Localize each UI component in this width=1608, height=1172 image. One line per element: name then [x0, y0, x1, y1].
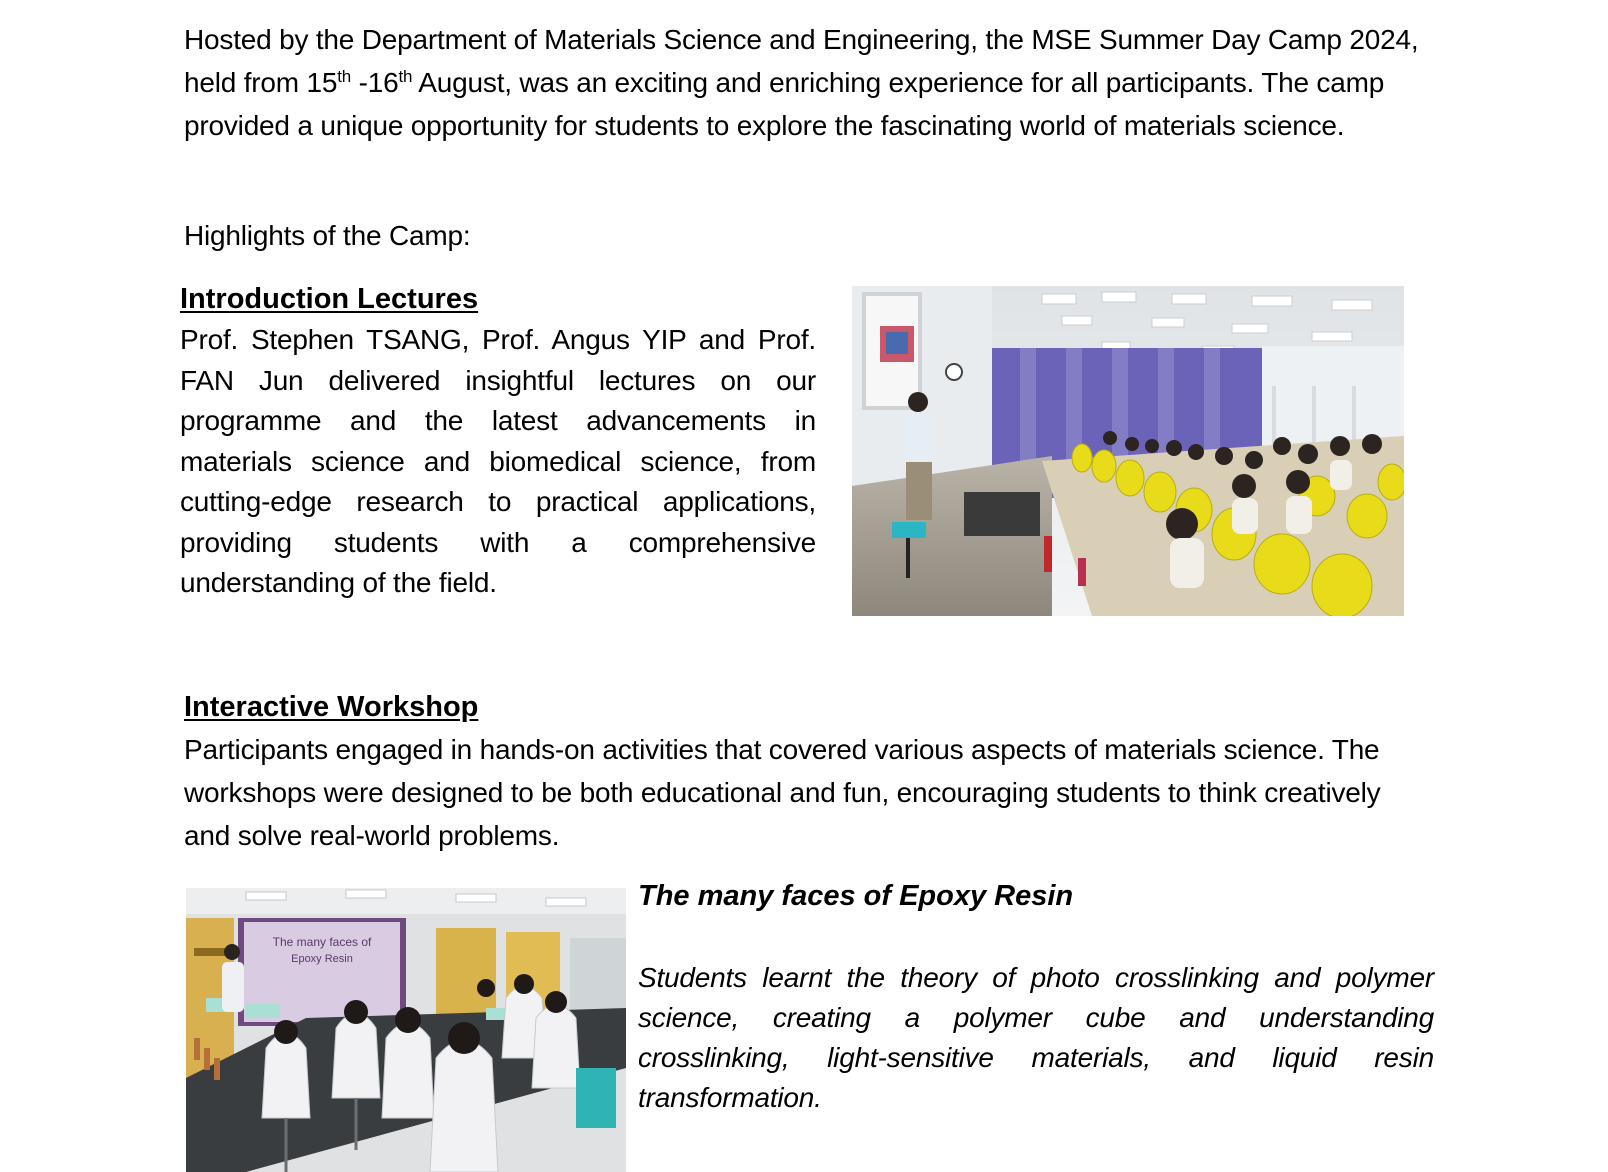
workshop-body: Participants engaged in hands-on activities that covered various aspects of materials science. The workshops were designed to be both educational and fun, encouraging students to think creatively and solve real-world problems.	[184, 734, 1381, 851]
intro-paragraph	[184, 18, 1444, 147]
lectures-heading: Introduction Lectures	[180, 283, 479, 315]
lectures-body: Prof. Stephen TSANG, Prof. Angus YIP and Prof. FAN Jun delivered insightful lectures on our programme and the latest advancements in materials science and biomedical science, from cutting-edge research to practical applications, providing students with a comprehensive understanding of the field.	[180, 324, 816, 598]
lab-slide-line-2: Epoxy Resin	[291, 953, 353, 965]
epoxy-resin-body: Students learnt the theory of photo crosslinking and polymer science, creating a polymer cube and understanding crosslinking, light-sensitive materials, and liquid resin transformation.	[638, 962, 1434, 1113]
intro-text-3: August, was an exciting and enriching experience for all participants. The camp provided a unique opportunity for students to explore the fascinating world of materials science.	[184, 67, 1385, 141]
intro-sup-2: th	[398, 67, 413, 86]
intro-text-1: Hosted by the Department of Materials Science and Engineering, the MSE Summer Day Camp 2024, held from 15	[184, 24, 1419, 98]
workshop-heading: Interactive Workshop	[184, 691, 479, 723]
lecture-hall-photo	[852, 286, 1404, 616]
intro-sup-1: th	[337, 67, 352, 86]
intro-text-2: -16	[351, 67, 399, 98]
epoxy-resin-title: The many faces of Epoxy Resin	[638, 880, 1074, 912]
lab-slide-line-1: The many faces of	[272, 935, 372, 949]
highlights-label: Highlights of the Camp:	[184, 220, 471, 251]
lab-workshop-photo	[186, 888, 626, 1172]
